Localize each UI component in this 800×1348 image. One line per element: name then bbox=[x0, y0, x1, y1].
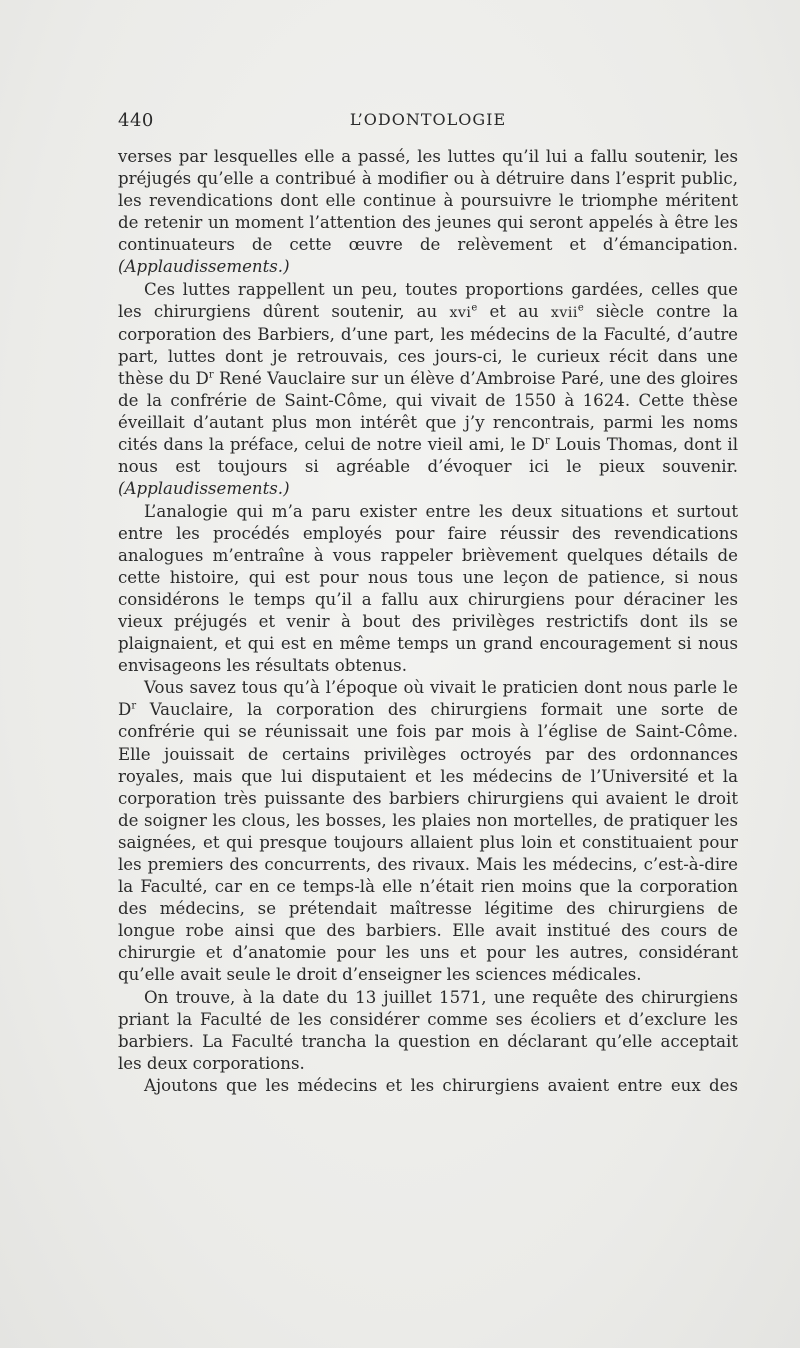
superscript: r bbox=[208, 369, 214, 381]
paragraph-text: Vous savez tous qu’à l’époque où vivait le praticien dont nous parle le D bbox=[118, 678, 738, 720]
superscript: e bbox=[577, 302, 584, 314]
paragraph-text: Louis Thomas, dont il nous est toujours si agréable d’évoquer ici le pieux souvenir. bbox=[118, 435, 738, 477]
century-numeral: xvi bbox=[449, 304, 472, 321]
paragraph-text: verses par lesquelles elle a passé, les luttes qu’il lui a fallu soutenir, les préjugés qu’elle a contribué à modifier ou à détruire dans l’esprit public, les revendications dont elle continue à poursuivre le triomphe méritent de retenir un moment l’attention des jeunes qui seront appelés à être les continuateurs de cette œuvre de relèvement et d’émancipation. bbox=[118, 147, 738, 255]
century-numeral: xvii bbox=[550, 304, 578, 321]
page-number: 440 bbox=[118, 110, 154, 131]
paragraph bbox=[118, 1075, 738, 1097]
superscript: r bbox=[544, 435, 550, 447]
applause-note: (Applaudissements.) bbox=[118, 257, 290, 277]
superscript: r bbox=[131, 700, 137, 712]
paragraph-text: René Vauclaire sur un élève d’Ambroise Paré, une des gloires de la confrérie de Saint-Côme, qui vivait de 1550 à 1624. Cette thèse éveillait d’autant plus mon intérêt que j’y rencontrais, parmi les noms cités dans la préface, celui de notre vieil ami, le D bbox=[118, 368, 738, 455]
paragraph bbox=[118, 146, 738, 279]
paragraph bbox=[118, 677, 738, 986]
paragraph-text: Ces luttes rappellent un peu, toutes proportions gardées, celles que les chirurgiens dûrent soutenir, au bbox=[118, 279, 738, 321]
paragraph-text: Ajoutons que les médecins et les chirurgiens avaient entre eux des bbox=[144, 1075, 738, 1095]
paragraph-text: siècle contre la corporation des Barbiers, d’une part, les médecins de la Faculté, d’autre part, luttes dont je retrouvais, ces jours-ci, le curieux récit dans une thèse du D bbox=[118, 301, 738, 388]
paragraph bbox=[118, 987, 738, 1075]
paragraph-text: Vauclaire, la corporation des chirurgiens formait une sorte de confrérie qui se réunissait une fois par mois à l’église de Saint-Côme. Elle jouissait de certains privilèges octroyés par des ordonnances royales, mais que lui disputaient et les médecins de l’Université et la corporation très puissante des barbiers chirurgiens qui avaient le droit de soigner les clous, les bosses, les plaies non mortelles, de pratiquer les saignées, et qui presque toujours allaient plus loin et constituaient pour les premiers des concurrents, des rivaux. Mais les médecins, c’est-à-dire la Faculté, car en ce temps-là elle n’était rien moins que la corporation des médecins, se prétendait maîtresse légitime des chirurgiens de longue robe ainsi que des barbiers. Elle avait institué des cours de chirurgie et d’anatomie pour les uns et pour les autres, considérant qu’elle avait seule le droit d’enseigner les sciences médicales. bbox=[118, 700, 738, 985]
body-text bbox=[118, 146, 738, 1097]
paragraph bbox=[118, 279, 738, 501]
applause-note: (Applaudissements.) bbox=[118, 479, 290, 499]
running-title: L’ODONTOLOGIE bbox=[349, 110, 507, 129]
paragraph-text: et au bbox=[477, 301, 551, 321]
page-header bbox=[118, 110, 738, 140]
paragraph bbox=[118, 501, 738, 678]
paragraph-text: L’analogie qui m’a paru exister entre les deux situations et surtout entre les procédés employés pour faire réussir des revendications analogues m’entraîne à vous rappeler brièvement quelques détails de cette histoire, qui est pour nous tous une leçon de patience, si nous considérons le temps qu’il a fallu aux chirurgiens pour déraciner les vieux préjugés et venir à bout des privilèges restrictifs dont ils se plaignaient, et qui est en même temps un grand encouragement si nous envisageons les résultats obtenus. bbox=[118, 501, 738, 676]
paragraph-text: On trouve, à la date du 13 juillet 1571, une requête des chirurgiens priant la Faculté de les considérer comme ses écoliers et d’exclure les barbiers. La Faculté trancha la question en déclarant qu’elle acceptait les deux corporations. bbox=[118, 987, 738, 1073]
superscript: e bbox=[471, 302, 478, 314]
